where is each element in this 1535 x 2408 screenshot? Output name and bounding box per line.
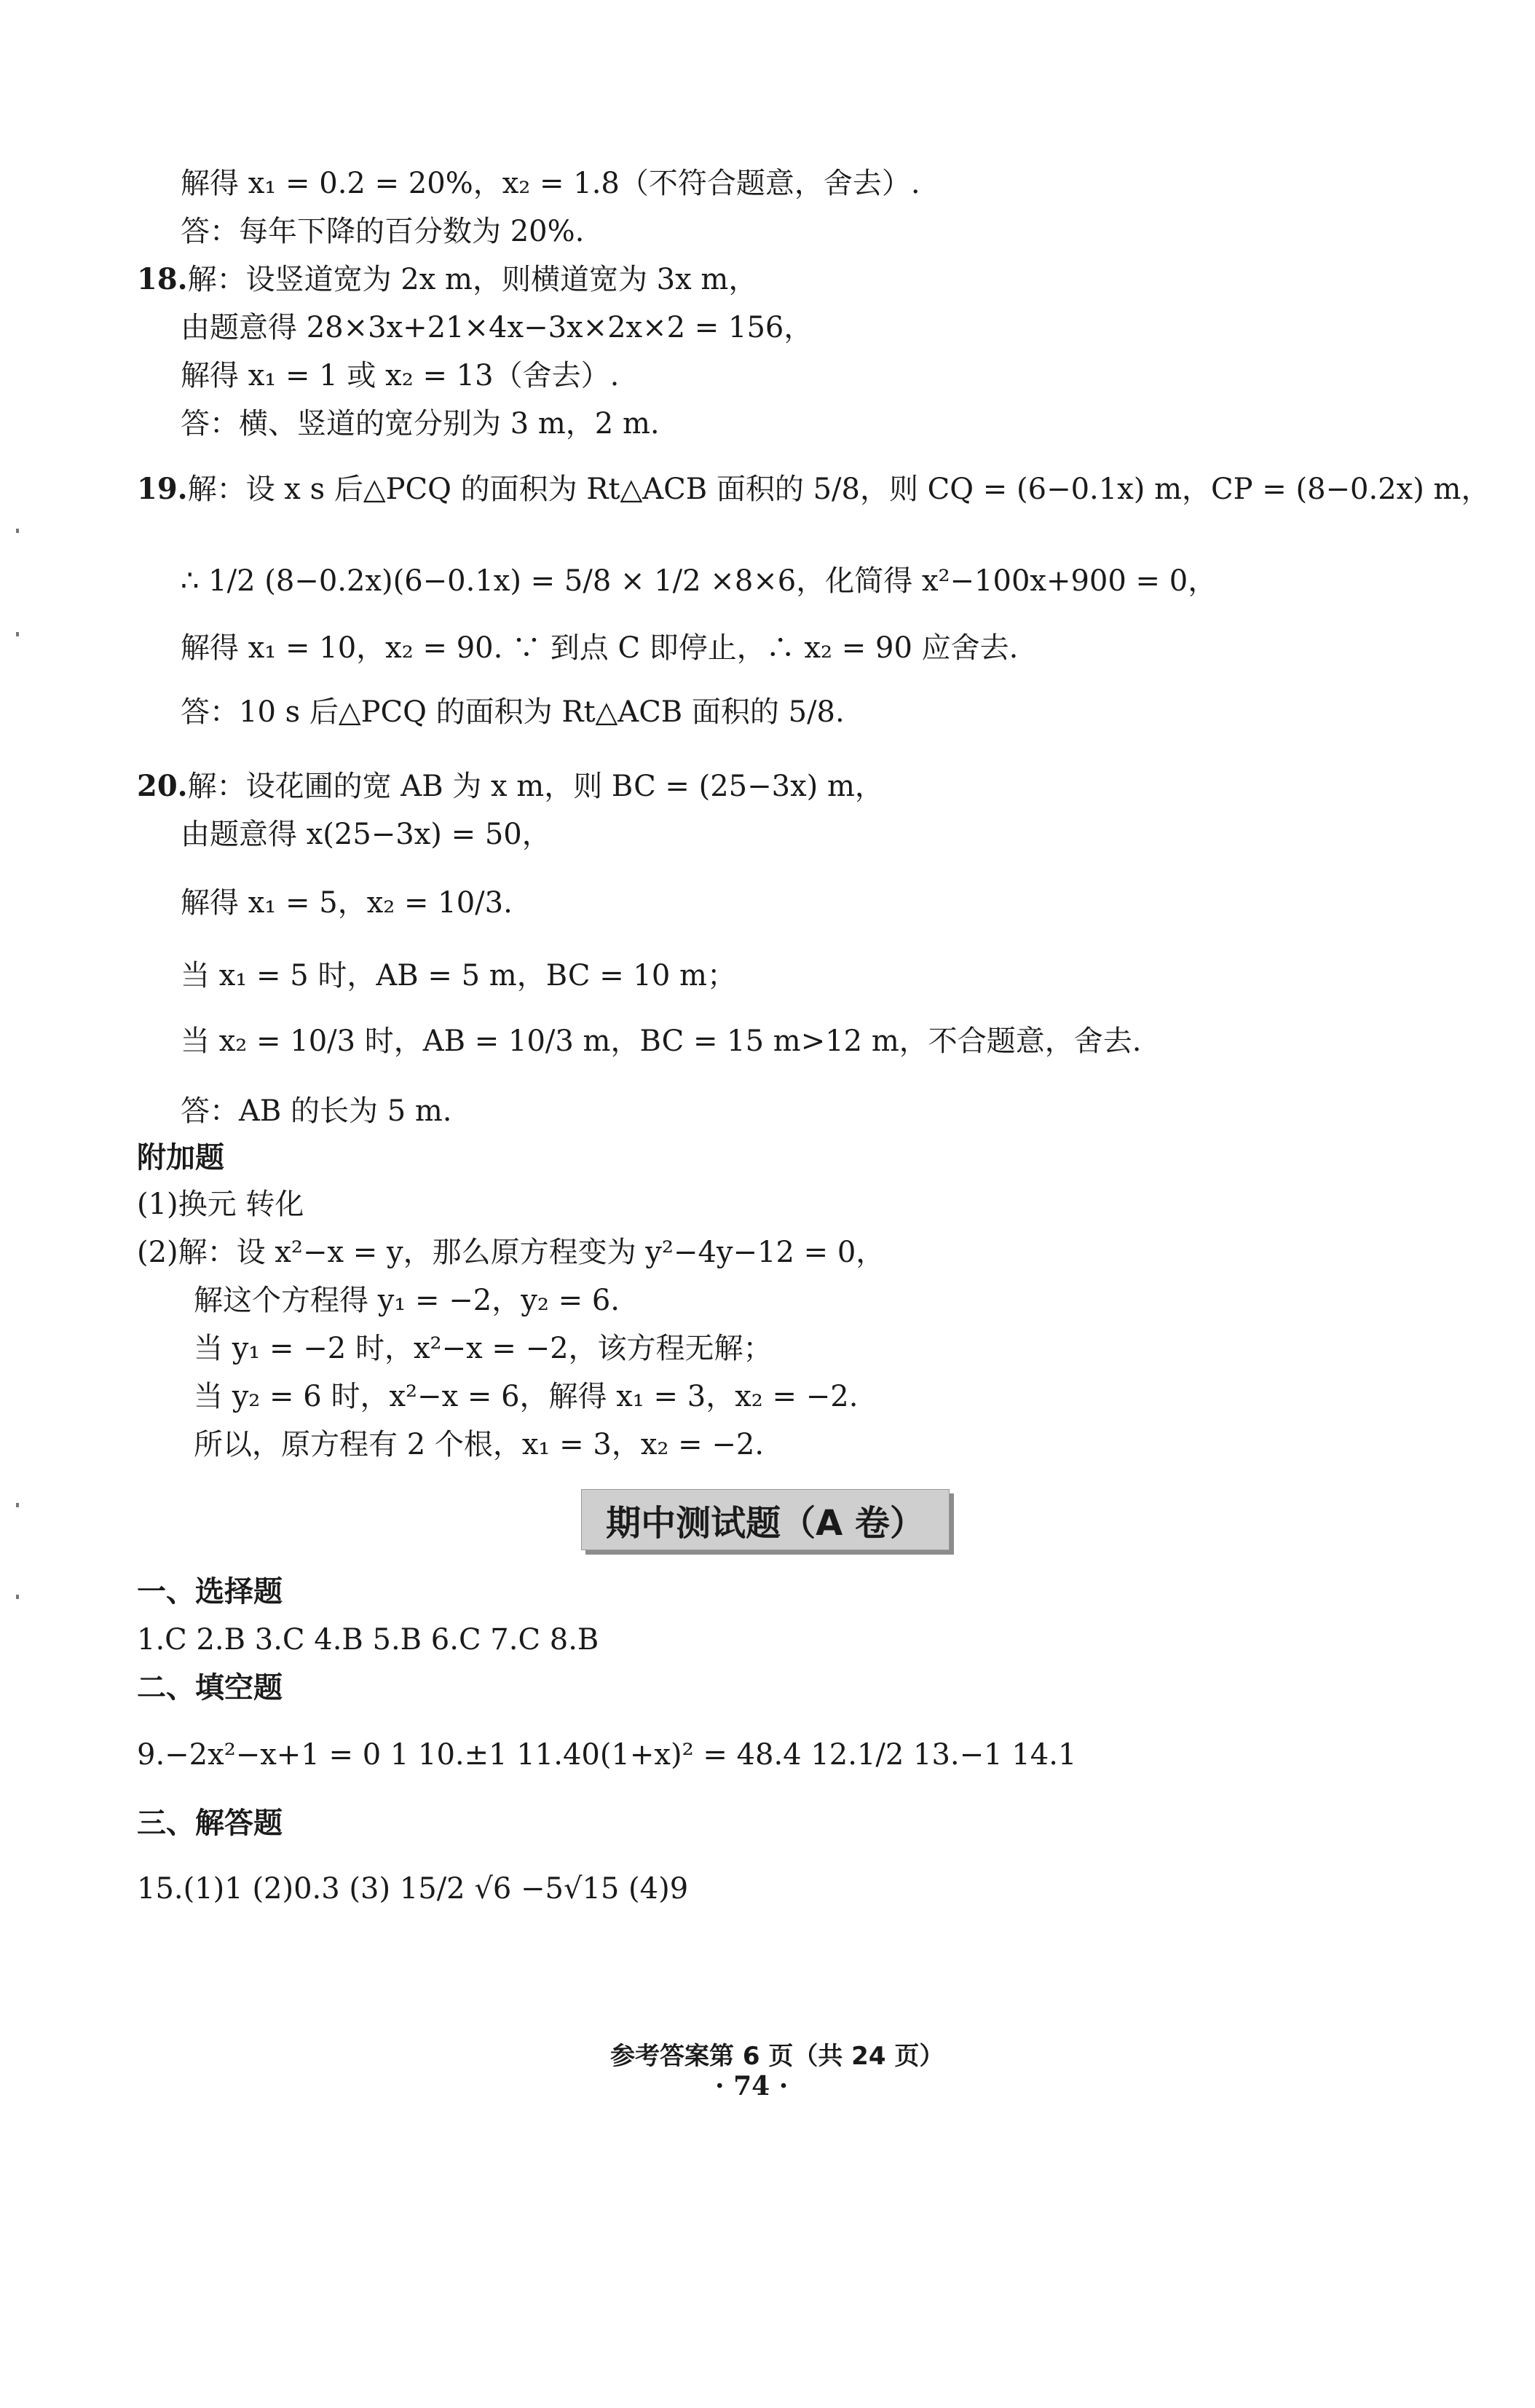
test-title-banner: 期中测试题（A 卷） [581, 1489, 950, 1550]
text-line: 答：10 s 后△PCQ 的面积为 Rt△ACB 面积的 5/8. [181, 695, 845, 729]
text-line: 当 y₂ = 6 时，x²−x = 6，解得 x₁ = 3，x₂ = −2. [194, 1380, 859, 1413]
scan-mark [16, 632, 19, 636]
section-heading: 三、解答题 [137, 1807, 283, 1840]
text-line: ∴ 1/2 (8−0.2x)(6−0.1x) = 5/8 × 1/2 ×8×6，化简得 x²−100x+900 = 0， [181, 564, 1218, 598]
text-line: 答：每年下降的百分数为 20%. [181, 215, 585, 248]
answer-line: 15.(1)1 (2)0.3 (3) 15/2 √6 −5√15 (4)9 [137, 1872, 689, 1906]
question-19 [137, 470, 1490, 508]
section-heading: 附加题 [137, 1141, 224, 1175]
text-line: 答：AB 的长为 5 m. [181, 1094, 452, 1128]
text-line: 由题意得 x(25−3x) = 50， [181, 818, 551, 851]
text-line: 解得 x₁ = 1 或 x₂ = 13（舍去）. [181, 359, 620, 392]
text-line: 解得 x₁ = 5，x₂ = 10/3. [181, 886, 513, 920]
text-line: 答：横、竖道的宽分别为 3 m，2 m. [181, 407, 660, 441]
page-number: · 74 · [715, 2071, 789, 2101]
answer-line: 9.−2x²−x+1 = 0 1 10.±1 11.40(1+x)² = 48.4 12.1/2 13.−1 14.1 [137, 1738, 1077, 1772]
text-line: (1)换元 转化 [137, 1188, 304, 1221]
text-line: 解得 x₁ = 0.2 = 20%，x₂ = 1.8（不符合题意，舍去）. [181, 167, 920, 200]
question-18 [137, 261, 757, 299]
question-number: 20. [137, 769, 188, 803]
text-line: 当 x₁ = 5 时，AB = 5 m，BC = 10 m； [181, 959, 736, 992]
text-line: 当 y₁ = −2 时，x²−x = −2，该方程无解； [194, 1332, 773, 1365]
question-number: 18. [137, 262, 188, 296]
text-line: 当 x₂ = 10/3 时，AB = 10/3 m，BC = 15 m>12 m，不合题意，舍去. [181, 1025, 1142, 1058]
scan-mark [16, 1503, 19, 1507]
scan-mark [16, 529, 19, 533]
answer-line: 1.C 2.B 3.C 4.B 5.B 6.C 7.C 8.B [137, 1623, 599, 1657]
text-line: 解得 x₁ = 10，x₂ = 90. ∵ 到点 C 即停止，∴ x₂ = 90 应舍去. [181, 631, 1019, 665]
section-heading: 二、填空题 [137, 1671, 283, 1705]
question-20 [137, 767, 884, 805]
footer-reference: 参考答案第 6 页（共 24 页） [610, 2042, 944, 2071]
answer-text: 解：设竖道宽为 2x m，则横道宽为 3x m， [187, 263, 758, 296]
text-line: 由题意得 28×3x+21×4x−3x×2x×2 = 156， [181, 311, 813, 344]
answer-text: 解：设花圃的宽 AB 为 x m，则 BC = (25−3x) m， [187, 770, 884, 803]
answer-text: 解：设 x s 后△PCQ 的面积为 Rt△ACB 面积的 5/8，则 CQ = (6−0.1x) m，CP = (8−0.2x) m， [187, 473, 1491, 506]
scan-mark [16, 1595, 19, 1599]
section-heading: 一、选择题 [137, 1575, 283, 1608]
question-number: 19. [137, 472, 188, 506]
text-line: (2)解：设 x²−x = y，那么原方程变为 y²−4y−12 = 0， [137, 1236, 885, 1269]
text-line: 所以，原方程有 2 个根，x₁ = 3，x₂ = −2. [194, 1428, 765, 1461]
text-line: 解这个方程得 y₁ = −2，y₂ = 6. [194, 1284, 620, 1317]
